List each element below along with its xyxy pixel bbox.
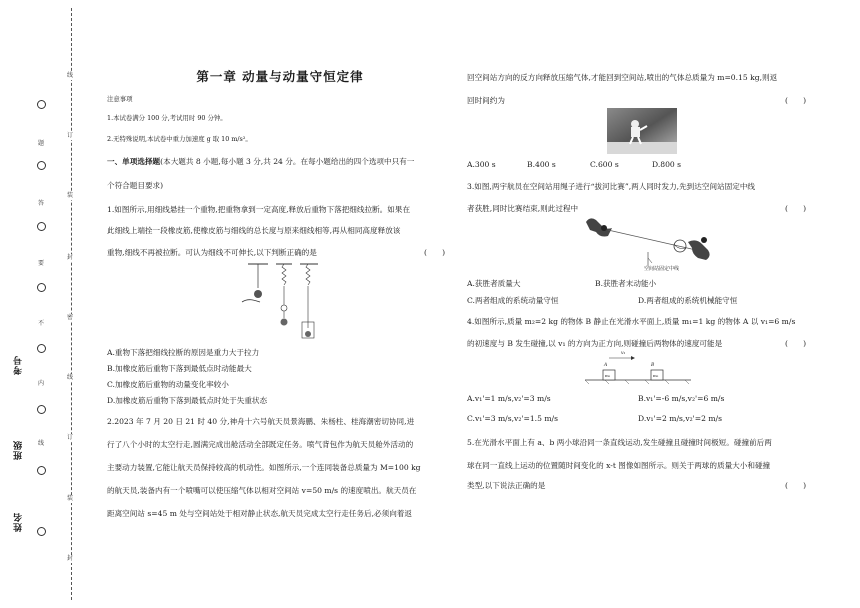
question-text: 4.如图所示,质量 m₂=2 kg 的物体 B 静止在光滑水平面上,质量 m₁=1 kg 的物体 A 以 v₁=6 m/s	[467, 317, 796, 326]
question-text: 2.2023 年 7 月 20 日 21 时 40 分,神舟十六号航天员景海鹏、朱杨柱、桂海潮密切协同,进	[107, 417, 415, 426]
notice-char: 答	[38, 200, 45, 207]
seal-char: 订	[67, 434, 74, 441]
mass-b-label: m₂	[653, 373, 659, 378]
name-label: 姓名	[14, 512, 24, 532]
fig-label: 空间站固定中线	[644, 266, 680, 272]
question-text: 回空间站方向的反方向释放压缩气体,才能回到空间站,喷出的气体总质量为 m=0.15 kg,则返	[467, 73, 778, 82]
option: C.v₁'=3 m/s,v₂'=1.5 m/s	[467, 414, 558, 423]
answer-paren: ( )	[785, 96, 807, 105]
answer-paren: ( )	[785, 204, 807, 213]
option: C.加橡皮筋后重物的动量变化率较小	[107, 380, 229, 389]
option: A.获胜者质量大	[467, 279, 521, 288]
notice-char: 内	[38, 380, 45, 387]
seal-char: 封	[67, 555, 74, 562]
seal-char: 装	[67, 192, 74, 199]
question-text: 者获胜,同时比赛结束,则此过程中	[467, 204, 579, 213]
q1-figure	[238, 262, 328, 344]
question-text: 5.在光滑水平面上有 a、b 两小球沿同一条直线运动,发生碰撞且碰撞时间极短。碰撞前后两	[467, 438, 772, 447]
class-label: 班级	[14, 440, 24, 460]
notice-char: 要	[38, 260, 45, 267]
punch-hole-icon	[37, 466, 46, 475]
punch-hole-icon	[37, 405, 46, 414]
section-title: 一、单项选择题	[107, 157, 161, 166]
question-text: 重物,细线不再被拉断。可认为细线不可伸长,以下判断正确的是	[107, 248, 317, 257]
mass-a-label: m₁	[605, 373, 611, 378]
section-desc: (本大题共 8 小题,每小题 3 分,共 24 分。在每小题给出的四个选项中只有一	[160, 157, 415, 166]
question-text: 回时间约为	[467, 96, 505, 105]
punch-hole-icon	[37, 161, 46, 170]
option: B.加橡皮筋后重物下落到最低点时动能最大	[107, 364, 252, 373]
option: D.v₁'=2 m/s,v₂'=2 m/s	[638, 414, 723, 423]
option: A.300 s	[467, 160, 496, 169]
option: D.800 s	[652, 160, 682, 169]
block-a-label: A	[604, 363, 608, 368]
seal-char: 封	[67, 254, 74, 261]
block-b-label: B	[651, 363, 655, 368]
punch-hole-icon	[37, 527, 46, 536]
punch-hole-icon	[37, 283, 46, 292]
question-text: 3.如图,两宇航员在空间站用绳子进行“拔河比赛”,两人同时发力,先到达空间站固定中线	[467, 182, 756, 191]
astronaut-photo	[607, 108, 677, 154]
option: D.加橡皮筋后重物下落到最低点时处于失重状态	[107, 396, 268, 405]
answer-paren: ( )	[785, 481, 807, 490]
section-desc-cont: 个符合题目要求)	[107, 181, 164, 190]
answer-paren: ( )	[785, 339, 807, 348]
punch-hole-icon	[37, 100, 46, 109]
option: A.重物下落把细线拉断的原因是重力大于拉力	[107, 348, 260, 357]
punch-hole-icon	[37, 222, 46, 231]
option: C.两者组成的系统动量守恒	[467, 296, 559, 305]
velocity-label: v₁	[621, 351, 626, 356]
note-item: 1.本试卷满分 100 分,考试用时 90 分钟。	[107, 114, 227, 122]
option: B.400 s	[527, 160, 556, 169]
question-text: 的航天员,装备内有一个喷嘴可以使压缩气体以相对空间站 v=50 m/s 的速度喷出。航天员在	[107, 486, 417, 495]
seal-line	[71, 8, 72, 600]
option: B.获胜者末动能小	[595, 279, 657, 288]
option: B.v₁'=-6 m/s,v₂'=6 m/s	[638, 394, 725, 403]
question-text: 球在同一直线上运动的位置随时间变化的 x-t 图像如图所示。则关于两球的质量大小和碰撞	[467, 461, 771, 470]
answer-paren: ( )	[424, 248, 446, 257]
option: A.v₁'=1 m/s,v₂'=3 m/s	[467, 394, 551, 403]
seal-char: 密	[67, 314, 74, 321]
seal-char: 线	[67, 72, 74, 79]
question-text: 主要动力装置,它能让航天员保持较高的机动性。如图所示,一个连同装备总质量为 M=100 kg	[107, 463, 421, 472]
option: D.两者组成的系统机械能守恒	[638, 296, 738, 305]
notice-char: 题	[38, 140, 45, 147]
seal-char: 订	[67, 132, 74, 139]
punch-hole-icon	[37, 344, 46, 353]
notice-char: 不	[38, 320, 45, 327]
notes-heading: 注意事项	[107, 95, 133, 103]
seal-char: 线	[67, 374, 74, 381]
question-text: 的初速度与 B 发生碰撞,以 v₁ 的方向为正方向,则碰撞后两物体的速度可能是	[467, 339, 723, 348]
section-heading	[107, 156, 414, 167]
collision-figure	[585, 350, 691, 384]
question-text: 距离空间站 s=45 m 处与空间站处于相对静止状态,航天员完成太空行走任务后,必须向着返	[107, 509, 412, 518]
question-text: 行了八个小时的太空行走,圆满完成出舱活动全部既定任务。喷气背包作为航天员舱外活动的	[107, 440, 414, 449]
question-text: 此细线上端拴一段橡皮筋,使橡皮筋与细线的总长度与原来细线相等,再从相同高度释放该	[107, 226, 401, 235]
exam-number-label: 考号	[14, 355, 24, 375]
notice-char: 线	[38, 440, 45, 447]
seal-char: 装	[67, 495, 74, 502]
note-item: 2.无特殊说明,本试卷中重力加速度 g 取 10 m/s²。	[107, 135, 252, 143]
binding-margin	[0, 0, 80, 608]
page-title: 第一章 动量与动量守恒定律	[196, 69, 364, 84]
question-text: 类型,以下说法正确的是	[467, 481, 546, 490]
question-text: 1.如图所示,用细线悬挂一个重物,把重物拿到一定高度,释放后重物下落把细线拉断。如果在	[107, 205, 411, 214]
option: C.600 s	[590, 160, 619, 169]
